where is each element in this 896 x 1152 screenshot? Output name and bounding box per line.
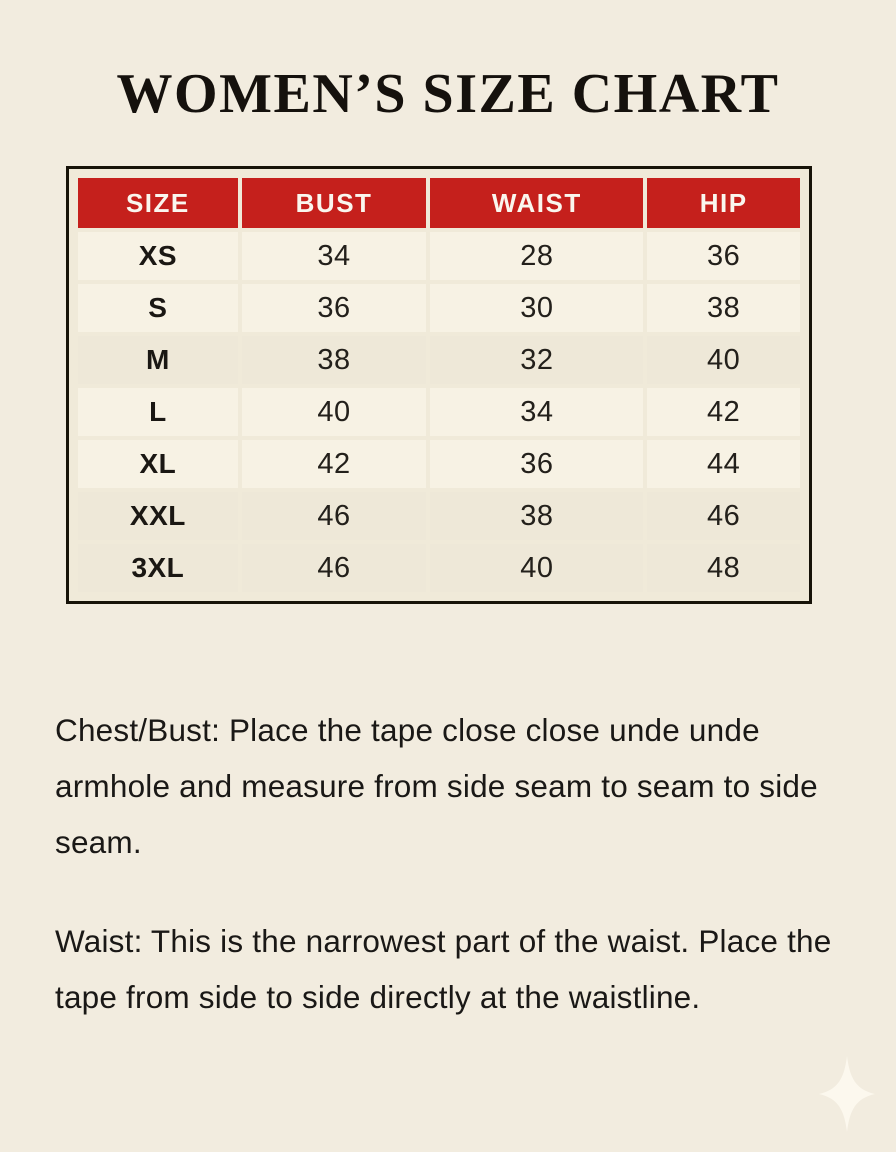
hip-cell: 36 (647, 232, 800, 280)
measurement-notes (55, 702, 870, 1068)
size-cell: L (78, 388, 238, 436)
waist-cell: 32 (430, 336, 643, 384)
bust-cell: 46 (242, 492, 427, 540)
hip-cell: 38 (647, 284, 800, 332)
hip-cell: 44 (647, 440, 800, 488)
size-cell: 3XL (78, 544, 238, 592)
table-row (78, 492, 800, 540)
note-chest-bust: Chest/Bust: Place the tape close close unde unde armhole and measure from side seam to seam to side seam. (55, 712, 818, 860)
size-cell: XS (78, 232, 238, 280)
waist-cell: 40 (430, 544, 643, 592)
size-cell: M (78, 336, 238, 384)
waist-cell: 30 (430, 284, 643, 332)
size-chart-table-frame (66, 166, 812, 604)
table-row (78, 388, 800, 436)
header-cell-size: SIZE (78, 178, 238, 228)
table-row (78, 544, 800, 592)
header-cell-hip: HIP (647, 178, 800, 228)
bust-cell: 42 (242, 440, 427, 488)
table-row (78, 232, 800, 280)
bust-cell: 38 (242, 336, 427, 384)
bust-cell: 34 (242, 232, 427, 280)
waist-cell: 34 (430, 388, 643, 436)
waist-cell: 38 (430, 492, 643, 540)
table-row (78, 284, 800, 332)
page-title: WOMEN’S SIZE CHART (116, 63, 780, 125)
bust-cell: 46 (242, 544, 427, 592)
hip-cell: 42 (647, 388, 800, 436)
size-cell: XL (78, 440, 238, 488)
size-chart-table (74, 174, 804, 596)
note-waist: Waist: This is the narrowest part of the waist. Place the tape from side to side directly at the waistline. (55, 923, 832, 1015)
size-cell: XXL (78, 492, 238, 540)
size-cell: S (78, 284, 238, 332)
hip-cell: 46 (647, 492, 800, 540)
hip-cell: 40 (647, 336, 800, 384)
bust-cell: 36 (242, 284, 427, 332)
table-row (78, 336, 800, 384)
header-cell-waist: WAIST (430, 178, 643, 228)
waist-cell: 36 (430, 440, 643, 488)
sparkle-icon (819, 1056, 875, 1132)
table-header-row (78, 178, 800, 228)
waist-cell: 28 (430, 232, 643, 280)
hip-cell: 48 (647, 544, 800, 592)
header-cell-bust: BUST (242, 178, 427, 228)
table-row (78, 440, 800, 488)
bust-cell: 40 (242, 388, 427, 436)
